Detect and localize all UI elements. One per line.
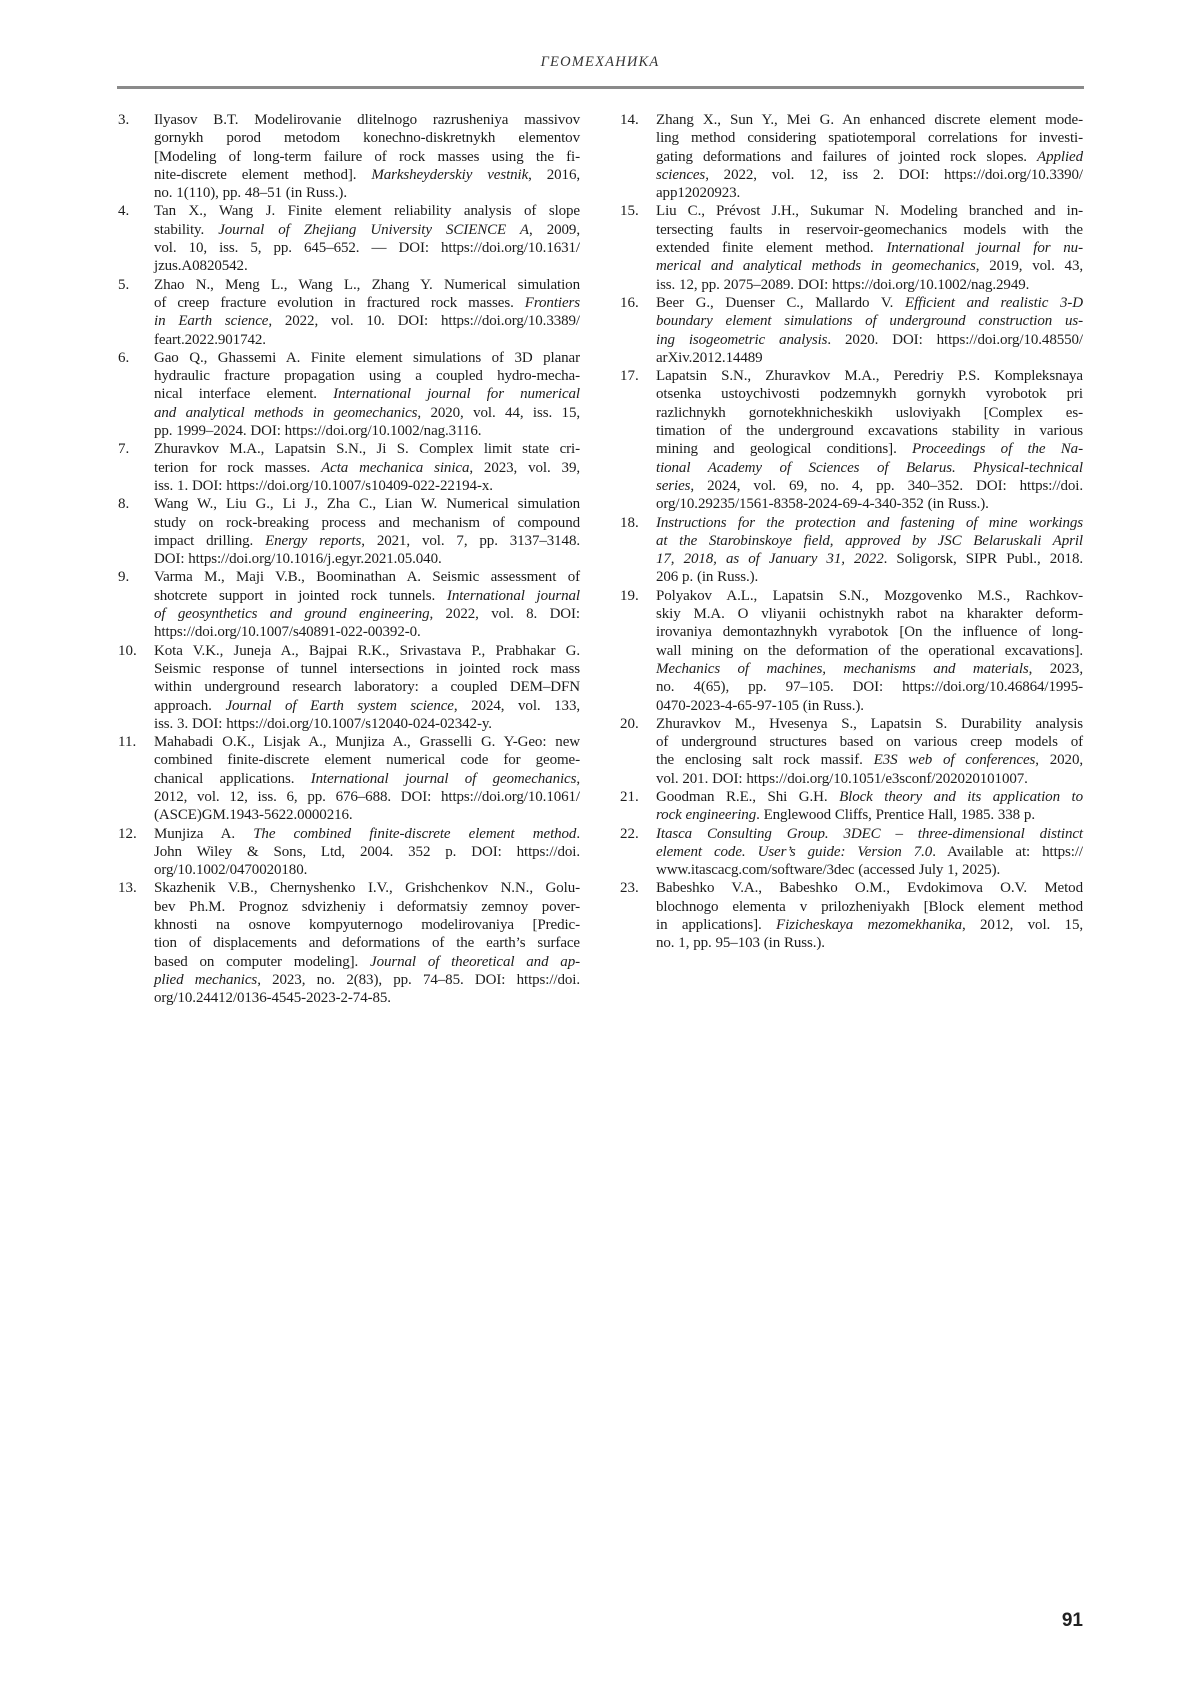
reference-line: Varma M., Maji V.B., Boominathan A. Seismic assessment of [154,569,580,586]
reference-line: combined finite-discrete element numerical code for geome- [154,752,580,769]
reference-item [620,202,1083,293]
reference-number: 9. [118,569,130,586]
reference-line: Mechanics of machines, mechanisms and materials, 2023, [656,660,1083,677]
reference-body [154,642,580,733]
reference-line: plied mechanics, 2023, no. 2(83), pp. 74–85. DOI: https://doi. [154,971,580,988]
reference-item [118,276,580,349]
reference-line: Zhao N., Meng L., Wang L., Zhang Y. Numerical simulation [154,276,580,293]
page-number: 91 [1061,1610,1083,1631]
reference-line: based on computer modeling]. Journal of theoretical and ap- [154,953,580,970]
reference-body [154,349,580,440]
reference-line: tion of displacements and deformations of the earth’s surface [154,935,580,952]
reference-body [154,568,580,641]
reference-line: Mahabadi O.K., Lisjak A., Munjiza A., Grasselli G. Y-Geo: new [154,734,580,751]
reference-item [620,879,1083,952]
reference-item [118,111,580,202]
reference-line: 2012, vol. 12, iss. 6, pp. 676–688. DOI: https://doi.org/10.1061/ [154,788,580,805]
reference-item [620,367,1083,513]
reference-body [656,825,1083,880]
reference-line: [Modeling of long-term failure of rock masses using the fi- [154,148,580,165]
reference-line: org/10.29235/1561-8358-2024-69-4-340-352 (in Russ.). [656,496,989,513]
reference-line: nite-discrete element method]. Marksheyderskiy vestnik, 2016, [154,166,580,183]
reference-line: shotcrete support in jointed rock tunnels. International journal [154,587,580,604]
reference-body [154,879,580,1007]
reference-line: in Earth science, 2022, vol. 10. DOI: https://doi.org/10.3389/ [154,313,580,330]
reference-item [620,715,1083,788]
reference-item [620,294,1083,367]
reference-number: 11. [118,734,137,751]
reference-line: chanical applications. International journal of geomechanics, [154,770,580,787]
reference-line: Itasca Consulting Group. 3DEC – three-dimensional distinct [656,825,1083,842]
reference-line: no. 4(65), pp. 97–105. DOI: https://doi.org/10.46864/1995- [656,679,1083,696]
reference-line: org/10.24412/0136-4545-2023-2-74-85. [154,990,391,1007]
reference-line: org/10.1002/0470020180. [154,862,308,879]
reference-list-right [620,111,1083,953]
reference-line: (ASCE)GM.1943-5622.0000216. [154,807,353,824]
reference-line: Wang W., Liu G., Li J., Zha C., Lian W. Numerical simulation [154,496,580,513]
reference-line: Zhuravkov M., Hvesenya S., Lapatsin S. Durability analysis [656,715,1083,732]
reference-item [118,825,580,880]
reference-line: iss. 3. DOI: https://doi.org/10.1007/s12040-024-02342-y. [154,715,492,732]
reference-line: stability. Journal of Zhejiang University SCIENCE A, 2009, [154,221,580,238]
reference-body [656,715,1083,788]
reference-line: razlichnykh gornotekhnicheskikh usloviyakh [Complex es- [656,404,1083,421]
reference-item [118,733,580,824]
reference-line: arXiv.2012.14489 [656,349,763,366]
reference-line: 0470-2023-4-65-97-105 (in Russ.). [656,697,864,714]
reference-body [154,825,580,880]
header-rule-divider [117,86,1084,89]
reference-body [656,587,1083,715]
reference-item [620,825,1083,880]
reference-line: otsenka ustoychivosti podzemnykh gornykh vyrobotok pri [656,386,1083,403]
reference-line: vol. 201. DOI: https://doi.org/10.1051/e3sconf/202020101007. [656,770,1028,787]
reference-line: Babeshko V.A., Babeshko O.M., Evdokimova O.V. Metod [656,880,1083,897]
reference-line: Liu C., Prévost J.H., Sukumar N. Modeling branched and in- [656,203,1083,220]
reference-line: vol. 10, iss. 5, pp. 645–652. — DOI: https://doi.org/10.1631/ [154,240,580,257]
reference-line: of geosynthetics and ground engineering, 2022, vol. 8. DOI: [154,606,580,623]
reference-line: 17, 2018, as of January 31, 2022. Soligorsk, SIPR Publ., 2018. [656,551,1083,568]
reference-body [656,294,1083,367]
reference-item [620,514,1083,587]
reference-line: study on rock-breaking process and mechanism of compound [154,514,580,531]
reference-number: 12. [118,825,137,842]
reference-body [656,367,1083,513]
reference-line: no. 1(110), pp. 48–51 (in Russ.). [154,185,347,202]
reference-line: tersecting faults in reservoir-geomechanics models with the [656,221,1083,238]
reference-item [620,587,1083,715]
reference-number: 18. [620,514,639,531]
reference-item [118,568,580,641]
reference-line: skiy M.A. O vliyanii ochistnykh rabot na kharakter deform- [656,606,1083,623]
reference-line: DOI: https://doi.org/10.1016/j.egyr.2021.05.040. [154,551,442,568]
reference-line: Skazhenik V.B., Chernyshenko I.V., Grishchenkov N.N., Golu- [154,880,580,897]
reference-body [154,733,580,824]
reference-line: mining and geological conditions]. Proceedings of the Na- [656,441,1083,458]
reference-line: of underground structures based on various creep models of [656,734,1083,751]
reference-number: 19. [620,587,639,604]
reference-item [620,111,1083,202]
reference-line: the enclosing salt rock massif. E3S web of conferences, 2020, [656,752,1083,769]
reference-number: 23. [620,880,639,897]
reference-line: terion for rock masses. Acta mechanica sinica, 2023, vol. 39, [154,459,580,476]
reference-line: Zhuravkov M.A., Lapatsin S.N., Ji S. Complex limit state cri- [154,441,580,458]
reference-line: https://doi.org/10.1007/s40891-022-00392-0. [154,624,421,641]
reference-line: at the Starobinskoye field, approved by JSC Belaruskali April [656,532,1083,549]
reference-number: 21. [620,788,639,805]
reference-body [154,440,580,495]
reference-line: sciences, 2022, vol. 12, iss 2. DOI: https://doi.org/10.3390/ [656,166,1083,183]
reference-line: Ilyasov B.T. Modelirovanie dlitelnogo razrusheniya massivov [154,112,580,128]
reference-body [656,879,1083,952]
reference-number: 7. [118,441,130,458]
reference-item [118,440,580,495]
reference-number: 13. [118,880,137,897]
reference-line: Tan X., Wang J. Finite element reliability analysis of slope [154,203,580,220]
reference-number: 5. [118,276,130,293]
reference-body [656,111,1083,202]
reference-line: no. 1, pp. 95–103 (in Russ.). [656,935,825,952]
reference-number: 16. [620,294,639,311]
reference-line: hydraulic fracture propagation using a coupled hydro-mecha- [154,368,580,385]
reference-line: within underground research laboratory: a coupled DEM–DFN [154,679,580,696]
reference-list-left [118,111,580,1008]
reference-item [118,642,580,733]
reference-number: 14. [620,112,639,128]
reference-line: jzus.A0820542. [154,258,248,275]
reference-body [656,788,1083,825]
reference-line: nical interface element. International journal for numerical [154,386,581,403]
reference-line: Zhang X., Sun Y., Mei G. An enhanced discrete element mode- [656,112,1083,128]
reference-line: blochnogo elementa v prilozheniyakh [Block element method [656,898,1083,915]
reference-item [620,788,1083,825]
reference-line: and analytical methods in geomechanics, 2020, vol. 44, iss. 15, [154,404,580,421]
reference-line: boundary element simulations of underground construction us- [656,313,1083,330]
reference-line: Munjiza A. The combined finite-discrete element method. [154,825,580,842]
reference-line: extended finite element method. International journal for nu- [656,240,1083,257]
reference-line: Lapatsin S.N., Zhuravkov M.A., Peredriy P.S. Kompleksnaya [656,368,1083,385]
reference-line: Instructions for the protection and fastening of mine workings [656,514,1083,531]
reference-line: feart.2022.901742. [154,331,266,348]
reference-line: iss. 12, pp. 2075–2089. DOI: https://doi.org/10.1002/nag.2949. [656,276,1030,293]
reference-number: 3. [118,112,130,128]
reference-line: Beer G., Duenser C., Mallardo V. Efficient and realistic 3-D [656,294,1083,311]
reference-line: series, 2024, vol. 69, no. 4, pp. 340–352. DOI: https://doi. [656,477,1083,494]
reference-line: element code. User’s guide: Version 7.0. Available at: https:// [656,843,1083,860]
reference-line: approach. Journal of Earth system science, 2024, vol. 133, [154,697,581,714]
reference-line: Gao Q., Ghassemi A. Finite element simulations of 3D planar [154,349,580,366]
reference-item [118,879,580,1007]
reference-line: in applications]. Fizicheskaya mezomekhanika, 2012, vol. 15, [656,917,1083,934]
reference-number: 4. [118,203,130,220]
reference-item [118,349,580,440]
reference-line: ling method considering spatiotemporal correlations for investi- [656,130,1083,147]
reference-line: Polyakov A.L., Lapatsin S.N., Mozgovenko M.S., Rachkov- [656,587,1083,604]
reference-body [656,514,1083,587]
reference-item [118,202,580,275]
reference-body [154,202,580,275]
reference-line: Kota V.K., Juneja A., Bajpai R.K., Srivastava P., Prabhakar G. [154,642,580,659]
reference-number: 8. [118,496,130,513]
reference-line: pp. 1999–2024. DOI: https://doi.org/10.1002/nag.3116. [154,423,482,440]
reference-number: 17. [620,368,639,385]
reference-body [154,495,580,568]
reference-number: 6. [118,349,130,366]
reference-line: Goodman R.E., Shi G.H. Block theory and its application to [656,788,1083,805]
reference-line: merical and analytical methods in geomechanics, 2019, vol. 43, [656,258,1083,275]
reference-number: 22. [620,825,639,842]
reference-line: khnosti na osnove kompyuternogo modelirovaniya [Predic- [154,917,580,934]
reference-line: ing isogeometric analysis. 2020. DOI: https://doi.org/10.48550/ [656,331,1084,348]
reference-line: Seismic response of tunnel intersections in jointed rock mass [154,660,580,677]
reference-line: irovaniya demontazhnykh vyrabotok [On the influence of long- [656,624,1083,641]
section-header: ГЕОМЕХАНИКА [540,54,660,70]
reference-body [154,276,580,349]
reference-line: John Wiley & Sons, Ltd, 2004. 352 p. DOI: https://doi. [154,843,580,860]
reference-line: tional Academy of Sciences of Belarus. Physical-technical [656,459,1083,476]
reference-line: iss. 1. DOI: https://doi.org/10.1007/s10409-022-22194-x. [154,477,493,494]
reference-line: rock engineering. Englewood Cliffs, Prentice Hall, 1985. 338 p. [656,807,1035,824]
reference-number: 10. [118,642,137,659]
reference-line: bev Ph.M. Prognoz sdvizheniy i deformatsiy zemnoy pover- [154,898,580,915]
reference-line: www.itascacg.com/software/3dec (accessed July 1, 2025). [656,862,1001,879]
reference-line: wall mining on the deformation of the operational excavations]. [656,642,1083,659]
reference-body [154,111,580,202]
reference-line: impact drilling. Energy reports, 2021, vol. 7, pp. 3137–3148. [154,532,581,549]
reference-body [656,202,1083,293]
reference-line: 206 p. (in Russ.). [656,569,759,586]
reference-line: of creep fracture evolution in fractured rock masses. Frontiers [154,294,580,311]
reference-item [118,495,580,568]
reference-number: 15. [620,203,639,220]
reference-line: app12020923. [656,185,741,202]
reference-line: timation of the underground excavations stability in various [656,423,1083,440]
reference-line: gating deformations and failures of jointed rock slopes. Applied [656,148,1083,165]
reference-line: gornykh porod metodom konechno-diskretnykh elementov [154,130,580,147]
reference-number: 20. [620,715,639,732]
